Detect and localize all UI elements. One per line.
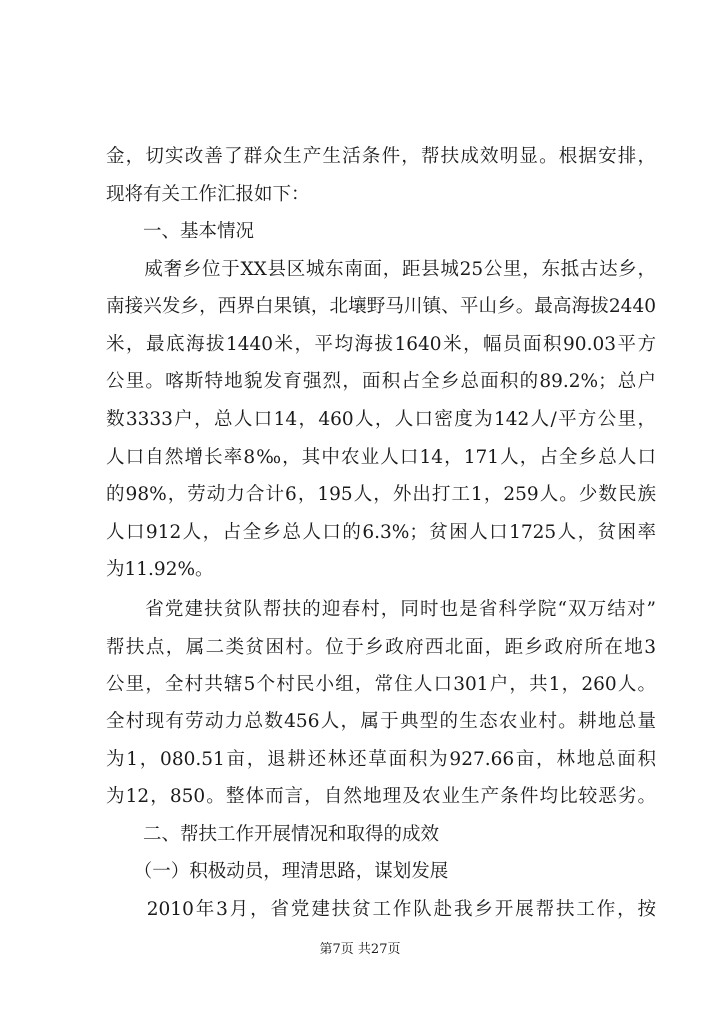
text-line: 南接兴发乡，西界白果镇，北壤野马川镇、平山乡。最高海拔2440 — [106, 296, 656, 317]
text-line: 为1，080.51亩，退耕还林还草面积为927.66亩，林地总面积 — [106, 749, 656, 770]
text-line: 威奢乡位于XX县区城东南面，距县城25公里，东抵古达乡， — [106, 259, 656, 280]
text-line: 米，最底海拔1440米，平均海拔1640米，幅员面积90.03平方 — [106, 334, 656, 355]
text-line: 的98%，劳动力合计6，195人，外出打工1，259人。少数民族 — [106, 484, 656, 505]
text-line: 省党建扶贫队帮扶的迎春村，同时也是省科学院“双万结对” — [106, 599, 656, 620]
text-line: （一）积极动员，理清思路，谋划发展 — [106, 861, 449, 882]
text-line: 为11.92%。 — [106, 559, 214, 580]
text-line: 金，切实改善了群众生产生活条件，帮扶成效明显。根据安排， — [106, 146, 656, 167]
text-line: 公里，全村共辖5个村民小组，常住人口301户，共1，260人。 — [106, 674, 656, 695]
text-line: 二、帮扶工作开展情况和取得的成效 — [106, 824, 440, 845]
text-line: 2010年3月，省党建扶贫工作队赴我乡开展帮扶工作，按 — [106, 899, 656, 920]
text-line: 为12，850。整体而言，自然地理及农业生产条件均比较恶劣。 — [106, 786, 656, 807]
text-line: 全村现有劳动力总数456人，属于典型的生态农业村。耕地总量 — [106, 711, 656, 732]
text-line: 公里。喀斯特地貌发育强烈，面积占全乡总面积的89.2%；总户 — [106, 371, 656, 392]
text-line: 一、基本情况 — [106, 221, 255, 242]
text-line: 现将有关工作汇报如下： — [106, 184, 310, 205]
text-line: 人口912人，占全乡总人口的6.3%；贫困人口1725人，贫困率 — [106, 522, 656, 543]
text-line: 人口自然增长率8‰，其中农业人口14，171人，占全乡总人口 — [106, 447, 656, 468]
text-line: 帮扶点，属二类贫困村。位于乡政府西北面，距乡政府所在地3 — [106, 637, 656, 658]
page-footer: 第7页 共27页 — [319, 942, 401, 957]
text-line: 数3333户，总人口14，460人，人口密度为142人/平方公里， — [106, 409, 656, 430]
